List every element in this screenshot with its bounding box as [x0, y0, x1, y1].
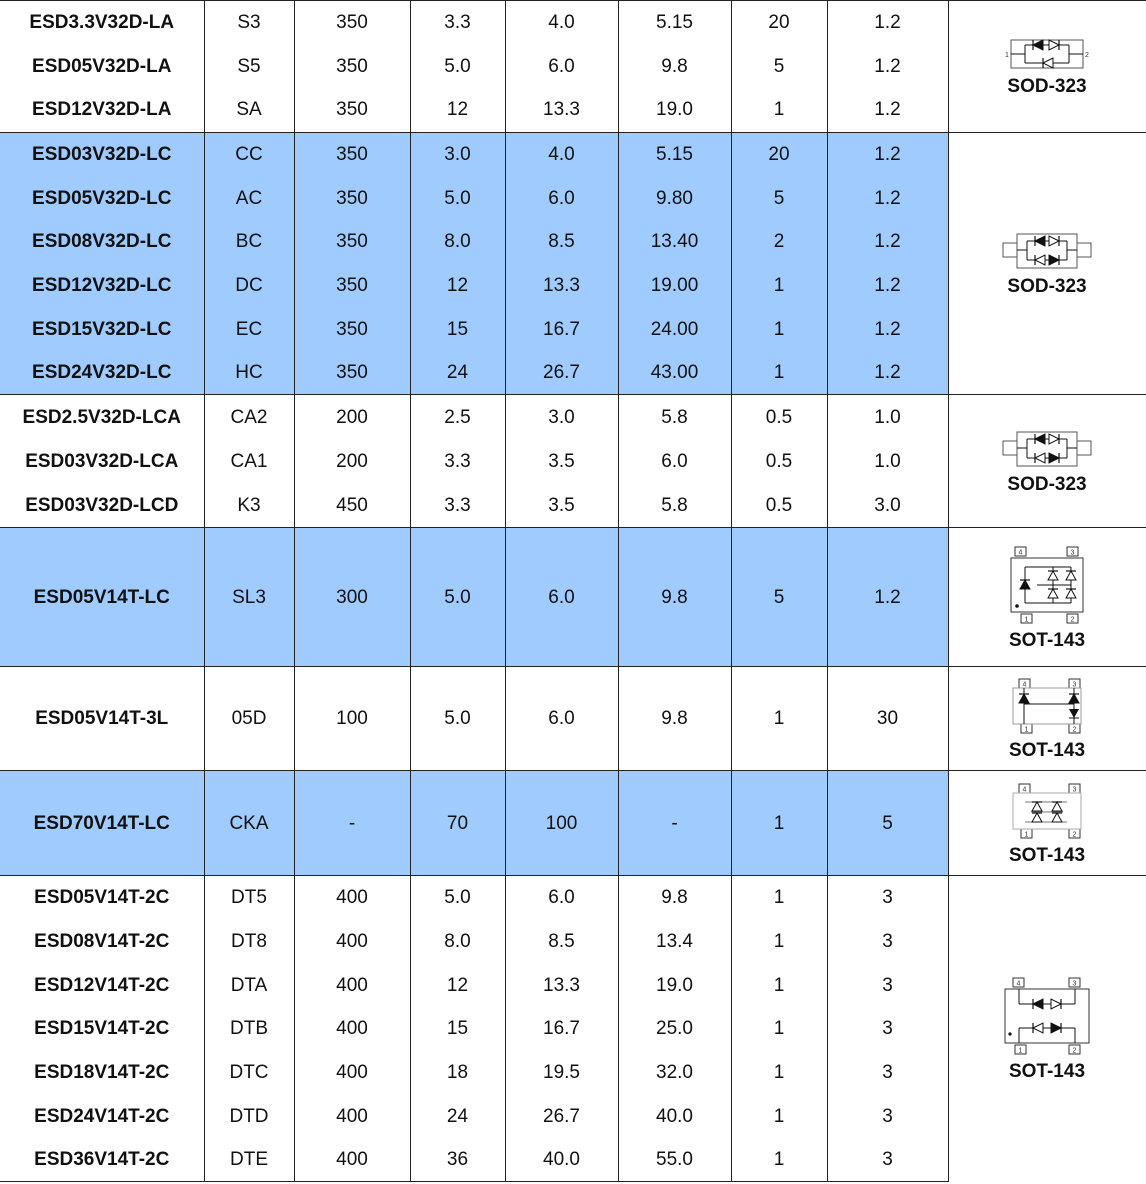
- package-label: SOT-143: [1008, 629, 1086, 651]
- package-cell: [948, 133, 1146, 395]
- spec-group: [0, 1, 1146, 133]
- part-number-cell: ESD24V32D-LC: [0, 351, 204, 395]
- spec-value-cell: 1.0: [827, 440, 948, 484]
- spec-value-cell: 6.0: [505, 45, 618, 88]
- spec-value-cell: 5: [731, 45, 827, 88]
- svg-text:1: 1: [1018, 1047, 1023, 1055]
- part-number-cell: ESD05V32D-LC: [0, 177, 204, 220]
- spec-value-cell: 9.8: [618, 528, 731, 667]
- spec-value-cell: 350: [294, 1, 410, 45]
- spec-value-cell: 30: [827, 667, 948, 771]
- spec-value-cell: 3: [827, 964, 948, 1007]
- spec-value-cell: 26.7: [505, 351, 618, 395]
- part-number-cell: ESD12V32D-LC: [0, 264, 204, 308]
- table-row: [0, 395, 1146, 440]
- spec-value-cell: 350: [294, 88, 410, 133]
- svg-text:2: 2: [1070, 616, 1075, 623]
- package-label: SOT-143: [1008, 844, 1086, 866]
- spec-value-cell: 350: [294, 177, 410, 220]
- package-cell: [948, 667, 1146, 771]
- spec-group: [0, 667, 1146, 771]
- spec-value-cell: 3.3: [410, 440, 505, 484]
- spec-value-cell: 12: [410, 964, 505, 1007]
- package-label: SOT-143: [1008, 740, 1086, 761]
- spec-value-cell: 3: [827, 1138, 948, 1182]
- svg-text:2: 2: [1072, 831, 1077, 838]
- spec-value-cell: 1.2: [827, 88, 948, 133]
- spec-value-cell: DC: [204, 264, 294, 308]
- spec-value-cell: 20: [731, 133, 827, 177]
- spec-value-cell: 1: [731, 964, 827, 1007]
- spec-value-cell: 400: [294, 920, 410, 964]
- spec-value-cell: 15: [410, 308, 505, 351]
- spec-value-cell: 350: [294, 133, 410, 177]
- spec-value-cell: 1: [731, 351, 827, 395]
- spec-value-cell: 5.15: [618, 133, 731, 177]
- spec-value-cell: 1: [731, 1138, 827, 1182]
- spec-value-cell: 5: [731, 177, 827, 220]
- spec-value-cell: 3.0: [827, 484, 948, 528]
- spec-value-cell: 200: [294, 440, 410, 484]
- spec-value-cell: 1: [731, 876, 827, 920]
- part-number-cell: ESD03V32D-LCD: [0, 484, 204, 528]
- spec-value-cell: 3.3: [410, 484, 505, 528]
- package-label: SOD-323: [1007, 76, 1087, 97]
- spec-value-cell: 1.2: [827, 264, 948, 308]
- spec-value-cell: 26.7: [505, 1095, 618, 1138]
- spec-value-cell: 13.4: [618, 920, 731, 964]
- spec-group: [0, 528, 1146, 667]
- spec-value-cell: 3.5: [505, 440, 618, 484]
- spec-value-cell: 0.5: [731, 484, 827, 528]
- spec-value-cell: 1.2: [827, 528, 948, 667]
- spec-value-cell: 5.0: [410, 528, 505, 667]
- part-number-cell: ESD3.3V32D-LA: [0, 1, 204, 45]
- spec-value-cell: 40.0: [505, 1138, 618, 1182]
- spec-value-cell: 100: [505, 771, 618, 876]
- spec-value-cell: 24: [410, 1095, 505, 1138]
- part-number-cell: ESD05V14T-2C: [0, 876, 204, 920]
- spec-value-cell: 450: [294, 484, 410, 528]
- spec-value-cell: 400: [294, 964, 410, 1007]
- spec-value-cell: 1.2: [827, 133, 948, 177]
- spec-value-cell: DTE: [204, 1138, 294, 1182]
- spec-value-cell: 350: [294, 308, 410, 351]
- spec-value-cell: 8.0: [410, 920, 505, 964]
- spec-value-cell: 24: [410, 351, 505, 395]
- spec-value-cell: 8.5: [505, 920, 618, 964]
- spec-value-cell: 4.0: [505, 1, 618, 45]
- spec-value-cell: 1: [731, 88, 827, 133]
- spec-value-cell: 24.00: [618, 308, 731, 351]
- spec-value-cell: DT5: [204, 876, 294, 920]
- spec-value-cell: 9.8: [618, 667, 731, 771]
- spec-value-cell: 19.5: [505, 1051, 618, 1095]
- spec-value-cell: 13.40: [618, 220, 731, 264]
- spec-value-cell: 400: [294, 1051, 410, 1095]
- spec-value-cell: 350: [294, 351, 410, 395]
- sod323-bidirectional-diagram-icon: [949, 429, 1146, 469]
- spec-value-cell: DTB: [204, 1007, 294, 1051]
- spec-value-cell: 2.5: [410, 395, 505, 440]
- spec-group: [0, 876, 1146, 1182]
- part-number-cell: ESD70V14T-LC: [0, 771, 204, 876]
- svg-text:4: 4: [1022, 786, 1027, 793]
- spec-value-cell: CC: [204, 133, 294, 177]
- package-cell: [948, 876, 1146, 1182]
- spec-value-cell: 1: [731, 920, 827, 964]
- svg-text:1: 1: [1024, 616, 1029, 623]
- spec-value-cell: 13.3: [505, 264, 618, 308]
- sot143-3l-diagram-icon: [949, 677, 1146, 735]
- spec-value-cell: 9.8: [618, 45, 731, 88]
- spec-value-cell: S3: [204, 1, 294, 45]
- part-number-cell: ESD15V14T-2C: [34, 1018, 170, 1039]
- spec-value-cell: -: [294, 771, 410, 876]
- spec-value-cell: 55.0: [618, 1138, 731, 1182]
- spec-value-cell: 5.0: [410, 876, 505, 920]
- spec-value-cell: 1: [731, 1007, 827, 1051]
- spec-value-cell: 1: [731, 1095, 827, 1138]
- spec-value-cell: DTD: [204, 1095, 294, 1138]
- spec-value-cell: 300: [294, 528, 410, 667]
- spec-value-cell: 1.2: [827, 308, 948, 351]
- spec-value-cell: BC: [204, 220, 294, 264]
- spec-value-cell: 5.8: [618, 484, 731, 528]
- spec-value-cell: CKA: [204, 771, 294, 876]
- svg-text:2: 2: [1072, 726, 1077, 734]
- svg-text:4: 4: [1018, 549, 1023, 556]
- spec-value-cell: 12: [410, 88, 505, 133]
- spec-value-cell: 36: [410, 1138, 505, 1182]
- part-number-cell: ESD03V32D-LC: [0, 133, 204, 177]
- spec-value-cell: 5.15: [618, 1, 731, 45]
- spec-value-cell: CA2: [204, 395, 294, 440]
- spec-value-cell: 350: [294, 45, 410, 88]
- svg-text:3: 3: [1070, 549, 1075, 556]
- spec-value-cell: 43.00: [618, 351, 731, 395]
- spec-value-cell: 18: [410, 1051, 505, 1095]
- spec-value-cell: 3: [827, 1095, 948, 1138]
- part-number-cell: ESD05V32D-LA: [32, 55, 172, 77]
- spec-value-cell: 6.0: [505, 667, 618, 771]
- spec-value-cell: EC: [204, 308, 294, 351]
- spec-group: [0, 771, 1146, 876]
- part-number-cell: ESD05V14T-3L: [0, 667, 204, 771]
- spec-value-cell: 1.2: [827, 45, 948, 88]
- spec-value-cell: 40.0: [618, 1095, 731, 1138]
- svg-text:2: 2: [1085, 52, 1089, 59]
- spec-value-cell: SL3: [204, 528, 294, 667]
- part-number-cell: ESD12V14T-2C: [34, 974, 170, 996]
- table-row: [0, 771, 1146, 876]
- spec-value-cell: 100: [294, 667, 410, 771]
- part-number-cell: ESD08V32D-LC: [0, 220, 204, 264]
- spec-value-cell: 1: [731, 264, 827, 308]
- package-cell: [948, 528, 1146, 667]
- part-number-cell: ESD12V32D-LA: [0, 88, 204, 133]
- spec-value-cell: 13.3: [505, 964, 618, 1007]
- spec-value-cell: 400: [294, 876, 410, 920]
- spec-value-cell: 5.8: [618, 395, 731, 440]
- spec-value-cell: 6.0: [505, 177, 618, 220]
- spec-value-cell: SA: [204, 88, 294, 133]
- svg-text:3: 3: [1072, 681, 1077, 689]
- table-row: [0, 876, 1146, 920]
- spec-value-cell: 1.0: [827, 395, 948, 440]
- spec-value-cell: 3: [827, 920, 948, 964]
- spec-value-cell: 13.3: [505, 88, 618, 133]
- part-number-cell: ESD05V14T-LC: [0, 528, 204, 667]
- spec-value-cell: 12: [410, 264, 505, 308]
- spec-value-cell: 3: [827, 876, 948, 920]
- part-number-cell: ESD15V32D-LC: [0, 308, 204, 351]
- spec-value-cell: DTC: [204, 1051, 294, 1095]
- spec-value-cell: 1: [731, 1051, 827, 1095]
- spec-value-cell: 1.2: [827, 220, 948, 264]
- spec-value-cell: 1: [731, 667, 827, 771]
- sot143-2c-diagram-icon: [949, 976, 1146, 1056]
- package-label: SOD-323: [1007, 276, 1087, 297]
- table-row: [0, 133, 1146, 177]
- spec-value-cell: 19.0: [618, 964, 731, 1007]
- package-cell: [948, 395, 1146, 528]
- sot143-steering-diagram-icon: [949, 545, 1146, 625]
- svg-text:1: 1: [1024, 831, 1029, 838]
- spec-value-cell: 16.7: [505, 308, 618, 351]
- package-cell: [948, 771, 1146, 876]
- spec-value-cell: AC: [204, 177, 294, 220]
- spec-group: [0, 395, 1146, 528]
- spec-value-cell: 6.0: [618, 440, 731, 484]
- package-cell: [948, 1, 1146, 133]
- sod323-single-diagram-icon: [949, 37, 1146, 71]
- spec-value-cell: 1.2: [827, 177, 948, 220]
- spec-value-cell: 3.3: [410, 1, 505, 45]
- spec-value-cell: 5.0: [410, 177, 505, 220]
- spec-value-cell: 400: [294, 1007, 410, 1051]
- spec-value-cell: 15: [410, 1007, 505, 1051]
- spec-value-cell: 5: [731, 528, 827, 667]
- spec-value-cell: 1.2: [827, 351, 948, 395]
- spec-value-cell: HC: [204, 351, 294, 395]
- spec-value-cell: 400: [294, 1138, 410, 1182]
- svg-text:3: 3: [1072, 786, 1077, 793]
- part-number-cell: ESD24V14T-2C: [34, 1105, 170, 1127]
- spec-value-cell: 3.0: [410, 133, 505, 177]
- spec-value-cell: 0.5: [731, 395, 827, 440]
- spec-value-cell: 32.0: [618, 1051, 731, 1095]
- sod323-bidirectional-diagram-icon: [949, 231, 1146, 271]
- spec-value-cell: DTA: [204, 964, 294, 1007]
- part-number-cell: ESD18V14T-2C: [34, 1062, 170, 1083]
- svg-text:4: 4: [1022, 681, 1027, 689]
- spec-value-cell: 5: [827, 771, 948, 876]
- spec-value-cell: 3.0: [505, 395, 618, 440]
- svg-text:4: 4: [1016, 980, 1021, 988]
- spec-value-cell: 400: [294, 1095, 410, 1138]
- spec-value-cell: 16.7: [505, 1007, 618, 1051]
- spec-value-cell: 20: [731, 1, 827, 45]
- spec-value-cell: 3: [827, 1007, 948, 1051]
- spec-value-cell: 5.0: [410, 45, 505, 88]
- spec-value-cell: 70: [410, 771, 505, 876]
- spec-value-cell: 05D: [204, 667, 294, 771]
- spec-value-cell: 9.80: [618, 177, 731, 220]
- spec-value-cell: 0.5: [731, 440, 827, 484]
- spec-value-cell: 350: [294, 264, 410, 308]
- spec-value-cell: 1: [731, 771, 827, 876]
- spec-value-cell: 19.00: [618, 264, 731, 308]
- spec-value-cell: 2: [731, 220, 827, 264]
- spec-value-cell: 3: [827, 1051, 948, 1095]
- spec-value-cell: 200: [294, 395, 410, 440]
- spec-value-cell: CA1: [204, 440, 294, 484]
- spec-value-cell: 1.2: [827, 1, 948, 45]
- spec-value-cell: 9.8: [618, 876, 731, 920]
- spec-value-cell: 4.0: [505, 133, 618, 177]
- spec-value-cell: 1: [731, 308, 827, 351]
- sot143-lc-diagram-icon: [949, 782, 1146, 840]
- spec-value-cell: S5: [204, 45, 294, 88]
- spec-value-cell: -: [618, 771, 731, 876]
- spec-value-cell: DT8: [204, 920, 294, 964]
- package-label: SOD-323: [1007, 473, 1087, 495]
- spec-value-cell: 6.0: [505, 528, 618, 667]
- spec-value-cell: 25.0: [618, 1007, 731, 1051]
- package-label: SOT-143: [1008, 1061, 1086, 1083]
- table-row: [0, 667, 1146, 771]
- part-number-cell: ESD36V14T-2C: [0, 1138, 204, 1182]
- spec-value-cell: K3: [204, 484, 294, 528]
- table-row: [0, 1, 1146, 45]
- spec-value-cell: 350: [294, 220, 410, 264]
- svg-text:3: 3: [1072, 980, 1077, 988]
- spec-value-cell: 5.0: [410, 667, 505, 771]
- spec-value-cell: 6.0: [505, 876, 618, 920]
- svg-text:1: 1: [1005, 52, 1009, 59]
- spec-value-cell: 8.0: [410, 220, 505, 264]
- part-number-cell: ESD08V14T-2C: [34, 931, 170, 952]
- spec-value-cell: 8.5: [505, 220, 618, 264]
- table-row: [0, 528, 1146, 667]
- svg-text:2: 2: [1072, 1047, 1077, 1055]
- part-number-cell: ESD2.5V32D-LCA: [0, 395, 204, 440]
- spec-value-cell: 3.5: [505, 484, 618, 528]
- spec-value-cell: 19.0: [618, 88, 731, 133]
- svg-text:1: 1: [1024, 726, 1029, 734]
- spec-group: [0, 133, 1146, 395]
- part-number-cell: ESD03V32D-LCA: [25, 451, 179, 472]
